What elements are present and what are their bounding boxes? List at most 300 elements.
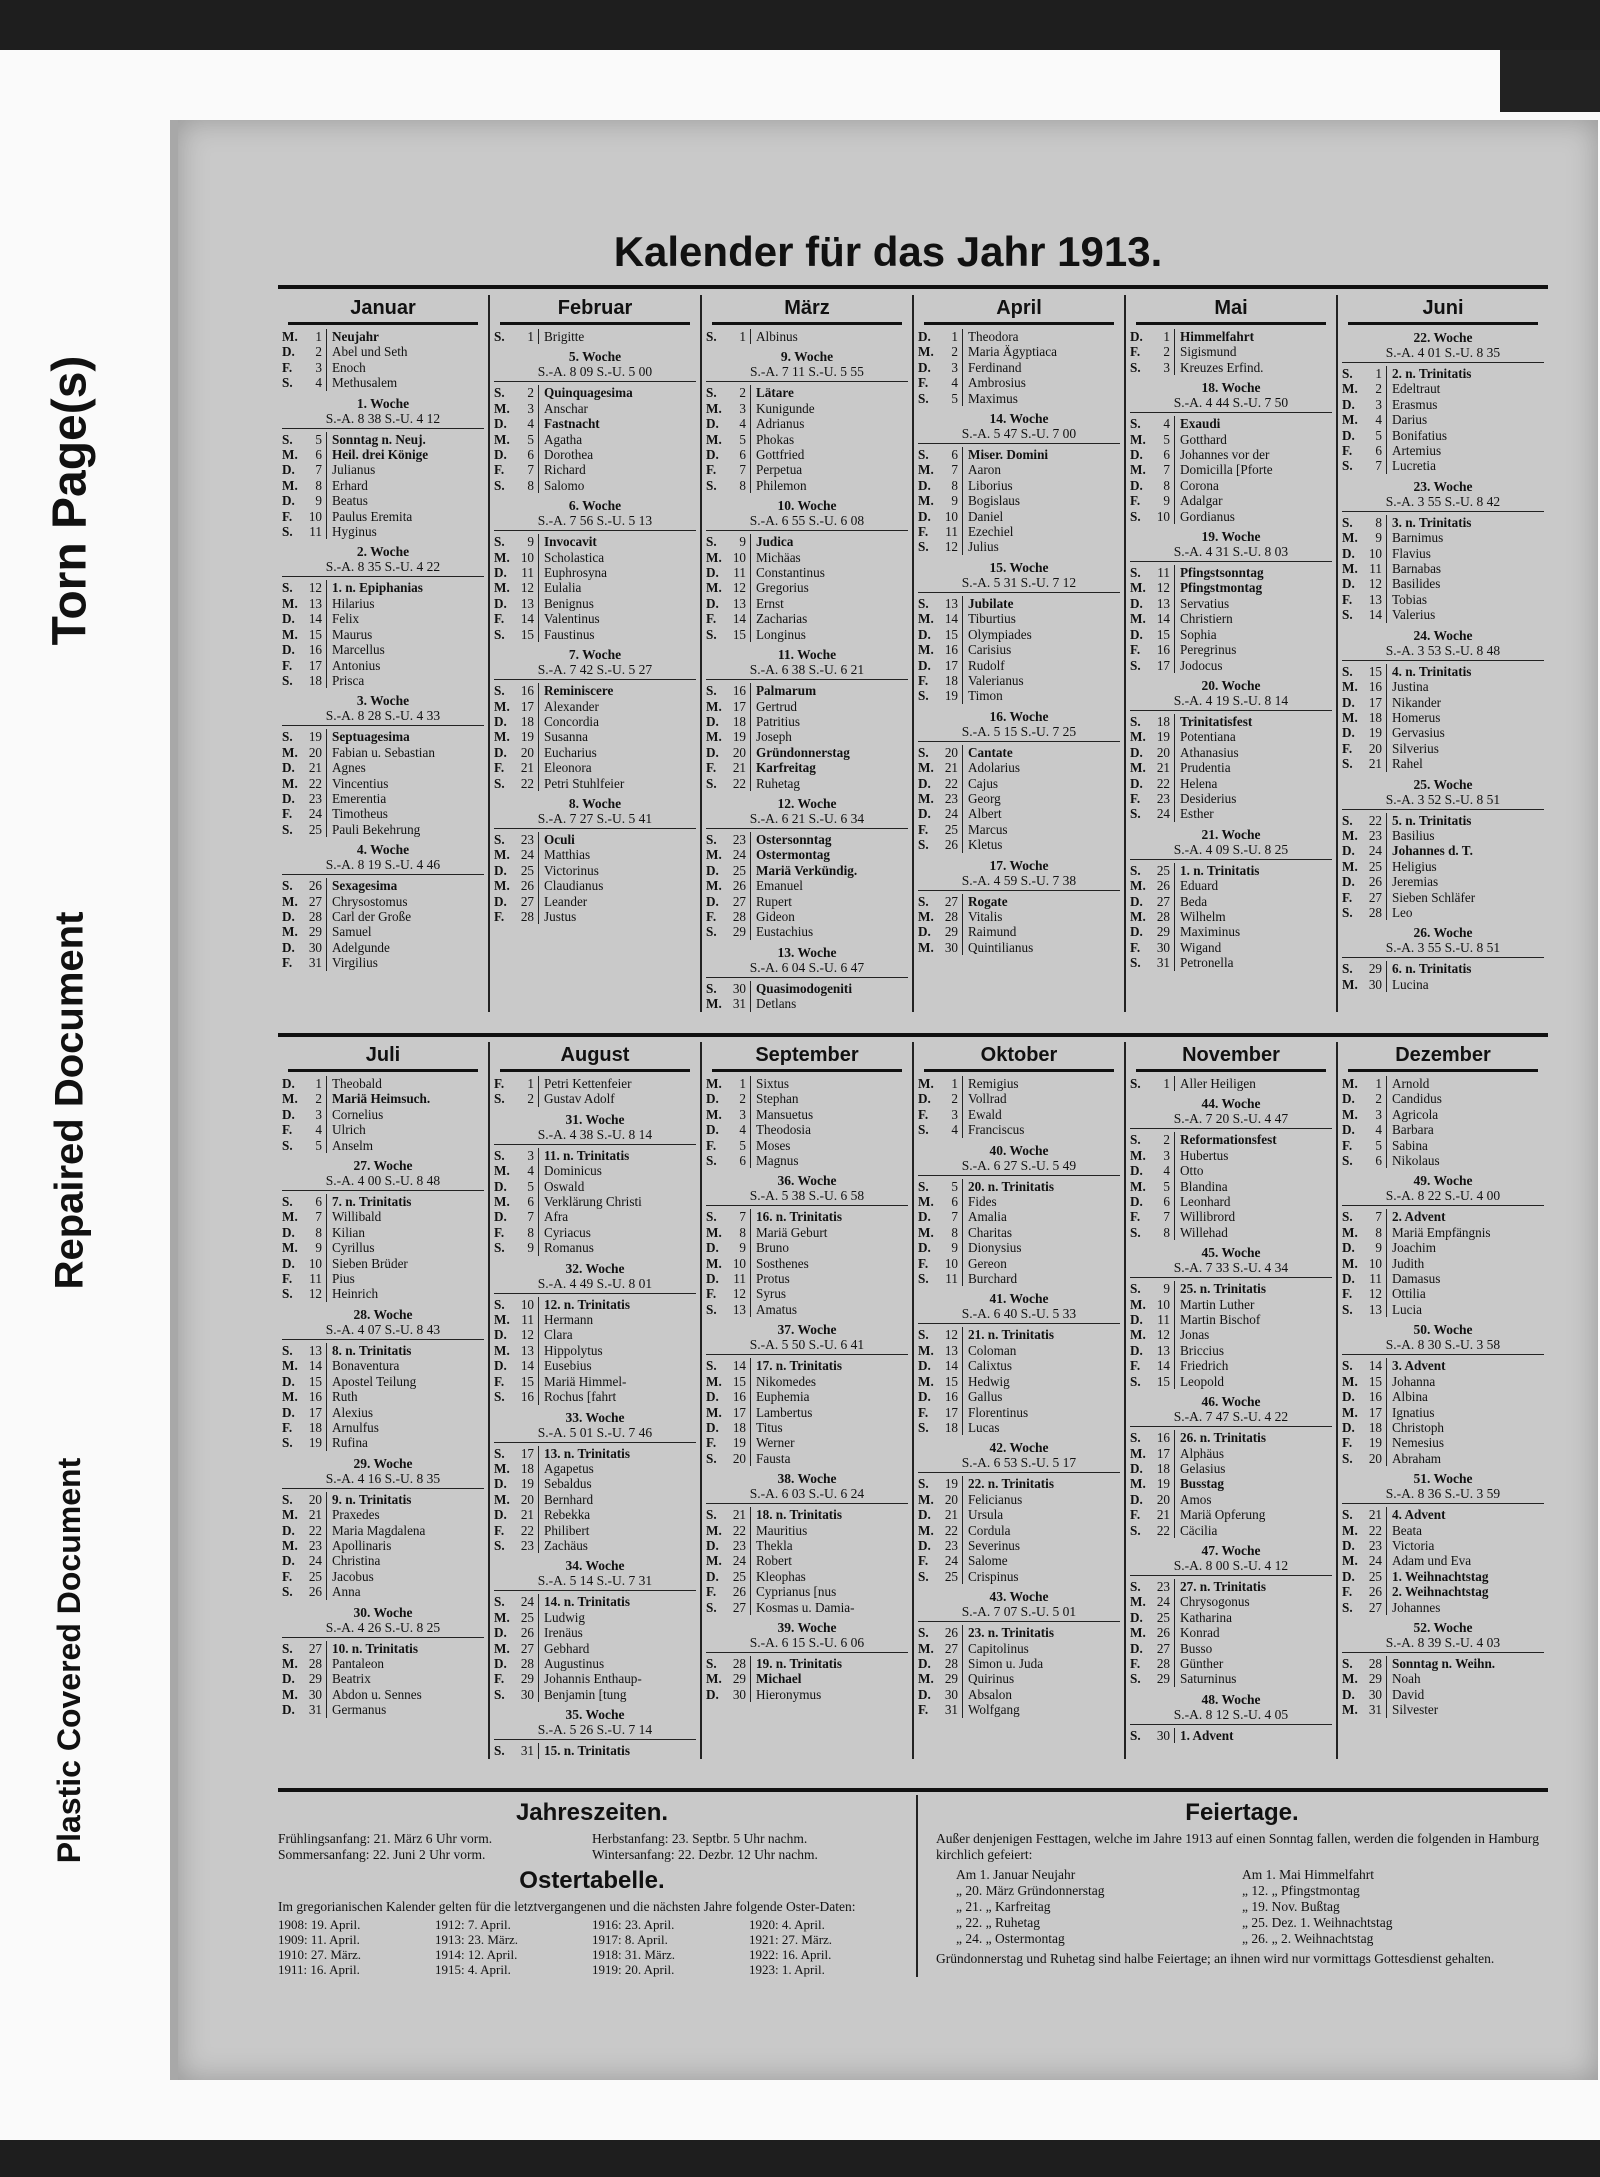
day-number: 27: [300, 1641, 327, 1656]
weekday-abbr: F.: [494, 611, 505, 627]
day-number: 13: [1360, 592, 1387, 607]
day-number: 4: [724, 416, 751, 431]
day-row: [282, 894, 484, 909]
day-row: [1130, 1374, 1332, 1389]
day-row: [1342, 1091, 1544, 1106]
day-name: 14. n. Trinitatis: [544, 1594, 630, 1610]
weekday-abbr: S.: [918, 1476, 929, 1492]
day-name: 1. n. Epiphanias: [332, 580, 423, 596]
easter-date: 1912: 7. April.: [435, 1917, 511, 1932]
day-name: Fausta: [756, 1450, 791, 1466]
week-block: [282, 544, 484, 577]
week-number: 38. Woche: [777, 1471, 837, 1487]
day-number: 7: [936, 462, 963, 477]
month-column: [490, 1042, 702, 1759]
week-block: [282, 1158, 484, 1191]
day-name: 6. n. Trinitatis: [1392, 961, 1472, 977]
day-number: 27: [724, 894, 751, 909]
day-name: Absalon: [968, 1686, 1012, 1702]
day-name: Himmelfahrt: [1180, 329, 1254, 344]
day-name: Peregrinus: [1180, 642, 1237, 658]
day-number: 30: [300, 940, 327, 955]
weekday-abbr: M.: [1130, 1178, 1146, 1194]
weekday-abbr: M.: [282, 1091, 298, 1107]
day-row: [282, 1389, 484, 1404]
day-row: [918, 1194, 1120, 1209]
day-row: [1130, 1132, 1332, 1147]
day-name: Rupert: [756, 893, 792, 909]
day-name: Carl der Große: [332, 908, 412, 924]
week-block: [282, 842, 484, 875]
day-number: 6: [1148, 1194, 1175, 1209]
weekday-abbr: F.: [494, 462, 505, 478]
day-name: Adam und Eva: [1392, 1553, 1472, 1569]
sunrise-sunset: S.-A. 3 52 S.-U. 8 51: [1342, 792, 1544, 810]
day-name: Agatha: [544, 431, 583, 447]
day-name: Gordianus: [1180, 508, 1235, 524]
weekday-abbr: M.: [494, 847, 510, 863]
day-row: [918, 1327, 1120, 1342]
day-name: Beatrix: [332, 1671, 371, 1687]
weekday-abbr: S.: [494, 1296, 505, 1312]
week-block: [918, 1143, 1120, 1176]
day-name: Aaron: [968, 462, 1001, 478]
day-row: [706, 478, 908, 493]
day-number: 8: [300, 1225, 327, 1240]
holiday-entry: „ 12. „ Pfingstmontag: [1242, 1883, 1360, 1898]
day-number: 14: [512, 1358, 539, 1373]
day-number: 3: [300, 360, 327, 375]
day-number: 14: [300, 1358, 327, 1373]
day-row: [1130, 611, 1332, 626]
weekday-abbr: M.: [706, 1671, 722, 1687]
day-row: [918, 642, 1120, 657]
weekday-abbr: D.: [1130, 626, 1143, 642]
day-name: Septuagesima: [332, 729, 410, 745]
weekday-abbr: D.: [282, 344, 295, 360]
week-number: 8. Woche: [568, 795, 622, 811]
day-row: [706, 1507, 908, 1522]
day-number: 31: [512, 1743, 539, 1758]
sunrise-sunset: S.-A. 8 09 S.-U. 5 00: [494, 364, 696, 382]
day-name: Hieronymus: [756, 1686, 822, 1702]
day-row: [706, 596, 908, 611]
day-number: 5: [300, 432, 327, 447]
day-row: [1130, 1209, 1332, 1224]
day-row: [1130, 462, 1332, 477]
day-row: [282, 375, 484, 390]
day-name: Justus: [544, 908, 577, 924]
day-row: [494, 1743, 696, 1758]
day-row: [918, 1687, 1120, 1702]
week-block: [1130, 1394, 1332, 1427]
weekday-abbr: S.: [1342, 366, 1353, 381]
week-block: [494, 1112, 696, 1145]
day-name: Bonifatius: [1392, 427, 1447, 443]
weekday-abbr: M.: [282, 1686, 298, 1702]
day-name: 16. n. Trinitatis: [756, 1209, 842, 1225]
sunrise-sunset: S.-A. 8 19 S.-U. 4 46: [282, 857, 484, 875]
sunrise-sunset: S.-A. 4 00 S.-U. 8 48: [282, 1173, 484, 1191]
weekday-abbr: D.: [1342, 1419, 1355, 1435]
day-row: [1130, 642, 1332, 657]
weekday-abbr: F.: [282, 1122, 293, 1138]
day-number: 26: [936, 1625, 963, 1640]
weekday-abbr: S.: [1342, 1655, 1353, 1671]
week-number: 50. Woche: [1413, 1322, 1473, 1338]
week-number: 18. Woche: [1201, 380, 1261, 396]
day-row: [282, 658, 484, 673]
weekday-abbr: F.: [706, 760, 717, 776]
day-name: Rochus [fahrt: [544, 1389, 617, 1405]
day-number: 20: [512, 745, 539, 760]
day-name: Quinquagesima: [544, 385, 633, 401]
day-number: 19: [936, 1476, 963, 1491]
day-number: 12: [1148, 580, 1175, 595]
day-number: 28: [1148, 909, 1175, 924]
day-name: Petri Kettenfeier: [544, 1076, 632, 1091]
day-row: [918, 1240, 1120, 1255]
weekday-abbr: M.: [494, 878, 510, 894]
weekday-abbr: S.: [1342, 812, 1353, 828]
day-number: 3: [936, 1107, 963, 1122]
day-row: [282, 1584, 484, 1599]
day-row: [706, 878, 908, 893]
day-number: 25: [512, 863, 539, 878]
weekday-abbr: S.: [918, 447, 929, 463]
day-row: [1342, 725, 1544, 740]
day-row: [918, 478, 1120, 493]
week-block: [706, 498, 908, 531]
weekday-abbr: S.: [1130, 1430, 1141, 1446]
day-number: 15: [300, 1374, 327, 1389]
weekday-abbr: D.: [1342, 427, 1355, 443]
day-row: [918, 539, 1120, 554]
weekday-abbr: D.: [282, 1106, 295, 1122]
day-number: 17: [300, 658, 327, 673]
day-name: Ernst: [756, 595, 784, 611]
day-number: 2: [936, 1091, 963, 1106]
weekday-abbr: D.: [1130, 893, 1143, 909]
day-name: Theodosia: [756, 1122, 811, 1138]
day-name: Nemesius: [1392, 1435, 1445, 1451]
day-number: 13: [512, 596, 539, 611]
day-number: 16: [936, 1389, 963, 1404]
day-row: [918, 760, 1120, 775]
day-row: [1130, 627, 1332, 642]
weekday-abbr: S.: [1342, 1358, 1353, 1374]
day-number: 10: [300, 1256, 327, 1271]
day-row: [282, 1286, 484, 1301]
day-name: Maria Magdalena: [332, 1522, 426, 1538]
holiday-entry: „ 24. „ Ostermontag: [956, 1931, 1065, 1946]
week-number: 44. Woche: [1201, 1096, 1261, 1112]
day-row: [1130, 1225, 1332, 1240]
day-name: Sabina: [1392, 1137, 1428, 1153]
weekday-abbr: M.: [494, 1460, 510, 1476]
weekday-abbr: M.: [494, 1640, 510, 1656]
label-repaired-document: Repaired Document: [47, 911, 92, 1289]
week-block: [494, 1261, 696, 1294]
day-name: Artemius: [1392, 443, 1442, 459]
day-number: 18: [512, 1461, 539, 1476]
day-number: 6: [1148, 447, 1175, 462]
day-name: Joseph: [756, 729, 792, 745]
day-name: Irenäus: [544, 1625, 583, 1641]
day-name: Sigismund: [1180, 344, 1237, 360]
day-row: [282, 1641, 484, 1656]
day-number: 2: [1148, 344, 1175, 359]
day-number: 19: [300, 729, 327, 744]
day-row: [706, 863, 908, 878]
day-row: [494, 1312, 696, 1327]
day-name: Esther: [1180, 806, 1214, 822]
day-row: [282, 822, 484, 837]
day-name: Heinrich: [332, 1286, 379, 1302]
day-name: 10. n. Trinitatis: [332, 1640, 418, 1656]
day-name: Nikolaus: [1392, 1153, 1440, 1169]
week-block: [706, 1322, 908, 1355]
day-number: 20: [1360, 1451, 1387, 1466]
day-name: Ruth: [332, 1389, 358, 1405]
day-number: 11: [1360, 1271, 1387, 1286]
day-name: Daniel: [968, 508, 1004, 524]
day-name: Willibald: [332, 1209, 382, 1225]
weekday-abbr: M.: [706, 698, 722, 714]
day-row: [918, 1569, 1120, 1584]
day-number: 13: [300, 596, 327, 611]
day-number: 8: [512, 1225, 539, 1240]
day-row: [1130, 776, 1332, 791]
day-row: [1130, 909, 1332, 924]
day-number: 23: [1148, 791, 1175, 806]
day-number: 3: [512, 401, 539, 416]
day-name: Eduard: [1180, 878, 1219, 894]
day-row: [494, 1327, 696, 1342]
sunrise-sunset: S.-A. 6 38 S.-U. 6 21: [706, 662, 908, 680]
day-row: [918, 1702, 1120, 1717]
jahreszeiten-list: [278, 1831, 906, 1863]
day-row: [918, 1091, 1120, 1106]
day-name: Verklärung Christi: [544, 1194, 642, 1210]
day-number: 11: [512, 565, 539, 580]
month-name: Mai: [1136, 295, 1326, 325]
weekday-abbr: F.: [706, 1286, 717, 1302]
day-name: Titus: [756, 1419, 783, 1435]
weekday-abbr: S.: [706, 1450, 717, 1466]
day-number: 2: [724, 1091, 751, 1106]
month-column: [914, 1042, 1126, 1759]
day-number: 28: [512, 909, 539, 924]
sunrise-sunset: S.-A. 6 55 S.-U. 6 08: [706, 513, 908, 531]
day-number: 25: [1360, 1569, 1387, 1584]
day-name: Jodocus: [1180, 657, 1223, 673]
day-number: 14: [300, 611, 327, 626]
day-row: [282, 1405, 484, 1420]
day-name: Helena: [1180, 775, 1218, 791]
day-name: Ferdinand: [968, 359, 1022, 375]
day-name: Athanasius: [1180, 744, 1239, 760]
day-number: 24: [936, 806, 963, 821]
day-row: [282, 924, 484, 939]
day-number: 20: [300, 1492, 327, 1507]
day-number: 22: [300, 776, 327, 791]
day-number: 25: [1360, 859, 1387, 874]
day-number: 14: [1148, 1358, 1175, 1373]
weekday-abbr: S.: [706, 1209, 717, 1225]
day-number: 6: [936, 1194, 963, 1209]
weekday-abbr: D.: [918, 775, 931, 791]
day-number: 29: [1148, 924, 1175, 939]
day-row: [282, 1523, 484, 1538]
day-name: Emanuel: [756, 878, 803, 894]
weekday-abbr: S.: [494, 1147, 505, 1163]
day-row: [918, 493, 1120, 508]
day-number: 1: [724, 1076, 751, 1091]
day-row: [1342, 1374, 1544, 1389]
easter-date: 1910: 27. März.: [278, 1947, 362, 1962]
weekday-abbr: D.: [1130, 1460, 1143, 1476]
easter-date: 1914: 12. April.: [435, 1947, 518, 1962]
week-block: [494, 796, 696, 829]
day-row: [918, 1405, 1120, 1420]
week-block: [494, 1410, 696, 1443]
day-name: Judica: [756, 534, 794, 550]
day-number: 18: [936, 673, 963, 688]
week-number: 5. Woche: [568, 349, 622, 365]
day-number: 10: [936, 1256, 963, 1271]
day-number: 1: [512, 1076, 539, 1091]
weekday-abbr: S.: [1130, 416, 1141, 432]
weekday-abbr: D.: [706, 447, 719, 463]
day-number: 18: [1148, 714, 1175, 729]
day-name: Susanna: [544, 729, 588, 745]
day-row: [706, 1553, 908, 1568]
weekday-abbr: M.: [1342, 858, 1358, 874]
weekday-abbr: M.: [706, 400, 722, 416]
weekday-abbr: S.: [1130, 1281, 1141, 1297]
weekday-abbr: F.: [1342, 591, 1353, 607]
day-number: 28: [300, 1656, 327, 1671]
day-number: 9: [300, 493, 327, 508]
day-row: [282, 1492, 484, 1507]
weekday-abbr: S.: [1130, 806, 1141, 822]
weekday-abbr: S.: [706, 924, 717, 940]
day-number: 19: [512, 729, 539, 744]
day-name: Lucretia: [1392, 458, 1436, 474]
day-row: [282, 360, 484, 375]
week-block: [918, 411, 1120, 444]
weekday-abbr: M.: [1130, 611, 1146, 627]
weekday-abbr: S.: [494, 1091, 505, 1107]
weekday-abbr: F.: [1342, 443, 1353, 459]
day-row: [706, 1240, 908, 1255]
day-row: [1342, 1523, 1544, 1538]
day-number: 25: [936, 822, 963, 837]
sunrise-sunset: S.-A. 5 50 S.-U. 6 41: [706, 1337, 908, 1355]
day-row: [1130, 1430, 1332, 1445]
day-name: Victoria: [1392, 1537, 1435, 1553]
day-name: Virgilius: [332, 955, 378, 971]
day-row: [282, 1343, 484, 1358]
day-number: 12: [512, 1327, 539, 1342]
weekday-abbr: D.: [1342, 1240, 1355, 1256]
day-row: [706, 432, 908, 447]
day-name: Wigand: [1180, 939, 1222, 955]
day-number: 28: [936, 1656, 963, 1671]
weekday-abbr: D.: [1130, 744, 1143, 760]
day-name: Magnus: [756, 1153, 799, 1169]
day-number: 5: [1360, 1138, 1387, 1153]
day-number: 4: [512, 1163, 539, 1178]
day-number: 1: [936, 329, 963, 344]
day-number: 27: [936, 894, 963, 909]
day-number: 10: [512, 1297, 539, 1312]
day-name: Trinitatisfest: [1180, 713, 1253, 729]
day-name: Moses: [756, 1137, 791, 1153]
day-row: [1342, 458, 1544, 473]
day-name: Richard: [544, 462, 586, 478]
easter-date: 1919: 20. April.: [592, 1962, 675, 1977]
day-name: Coloman: [968, 1342, 1017, 1358]
weekday-abbr: D.: [282, 1522, 295, 1538]
day-row: [706, 1451, 908, 1466]
day-number: 23: [512, 1538, 539, 1553]
day-row: [918, 611, 1120, 626]
weekday-abbr: S.: [706, 831, 717, 847]
day-row: [282, 1076, 484, 1091]
sunrise-sunset: S.-A. 6 04 S.-U. 6 47: [706, 960, 908, 978]
weekday-abbr: D.: [282, 760, 295, 776]
day-number: 10: [936, 509, 963, 524]
dark-corner: [1500, 50, 1600, 112]
weekday-abbr: S.: [494, 1686, 505, 1702]
weekday-abbr: S.: [1130, 1727, 1141, 1743]
day-name: Wolfgang: [968, 1702, 1020, 1718]
weekday-abbr: F.: [706, 611, 717, 627]
day-name: Edeltraut: [1392, 381, 1441, 397]
weekday-abbr: M.: [1342, 1702, 1358, 1718]
weekday-abbr: M.: [918, 1076, 934, 1091]
day-number: 3: [724, 401, 751, 416]
weekday-abbr: D.: [918, 626, 931, 642]
day-number: 23: [724, 832, 751, 847]
weekday-abbr: F.: [1130, 790, 1141, 806]
day-number: 21: [1148, 1507, 1175, 1522]
weekday-abbr: M.: [1342, 1671, 1358, 1687]
day-number: 4: [512, 416, 539, 431]
day-number: 25: [1148, 1610, 1175, 1625]
weekday-abbr: F.: [1130, 1358, 1141, 1374]
weekday-abbr: F.: [1130, 1655, 1141, 1671]
weekday-abbr: S.: [282, 1584, 293, 1600]
day-row: [706, 1389, 908, 1404]
day-name: Ignatius: [1392, 1404, 1435, 1420]
sunrise-sunset: S.-A. 7 11 S.-U. 5 55: [706, 364, 908, 382]
day-name: Rebekka: [544, 1507, 591, 1523]
day-number: 9: [724, 1240, 751, 1255]
week-number: 15. Woche: [989, 559, 1049, 575]
day-number: 16: [512, 683, 539, 698]
day-name: Jubilate: [968, 595, 1014, 611]
day-row: [1342, 1538, 1544, 1553]
day-row: [282, 1138, 484, 1153]
week-number: 28. Woche: [353, 1306, 413, 1322]
day-number: 29: [512, 1671, 539, 1686]
day-row: [706, 745, 908, 760]
day-number: 16: [936, 642, 963, 657]
week-block: [1342, 628, 1544, 661]
